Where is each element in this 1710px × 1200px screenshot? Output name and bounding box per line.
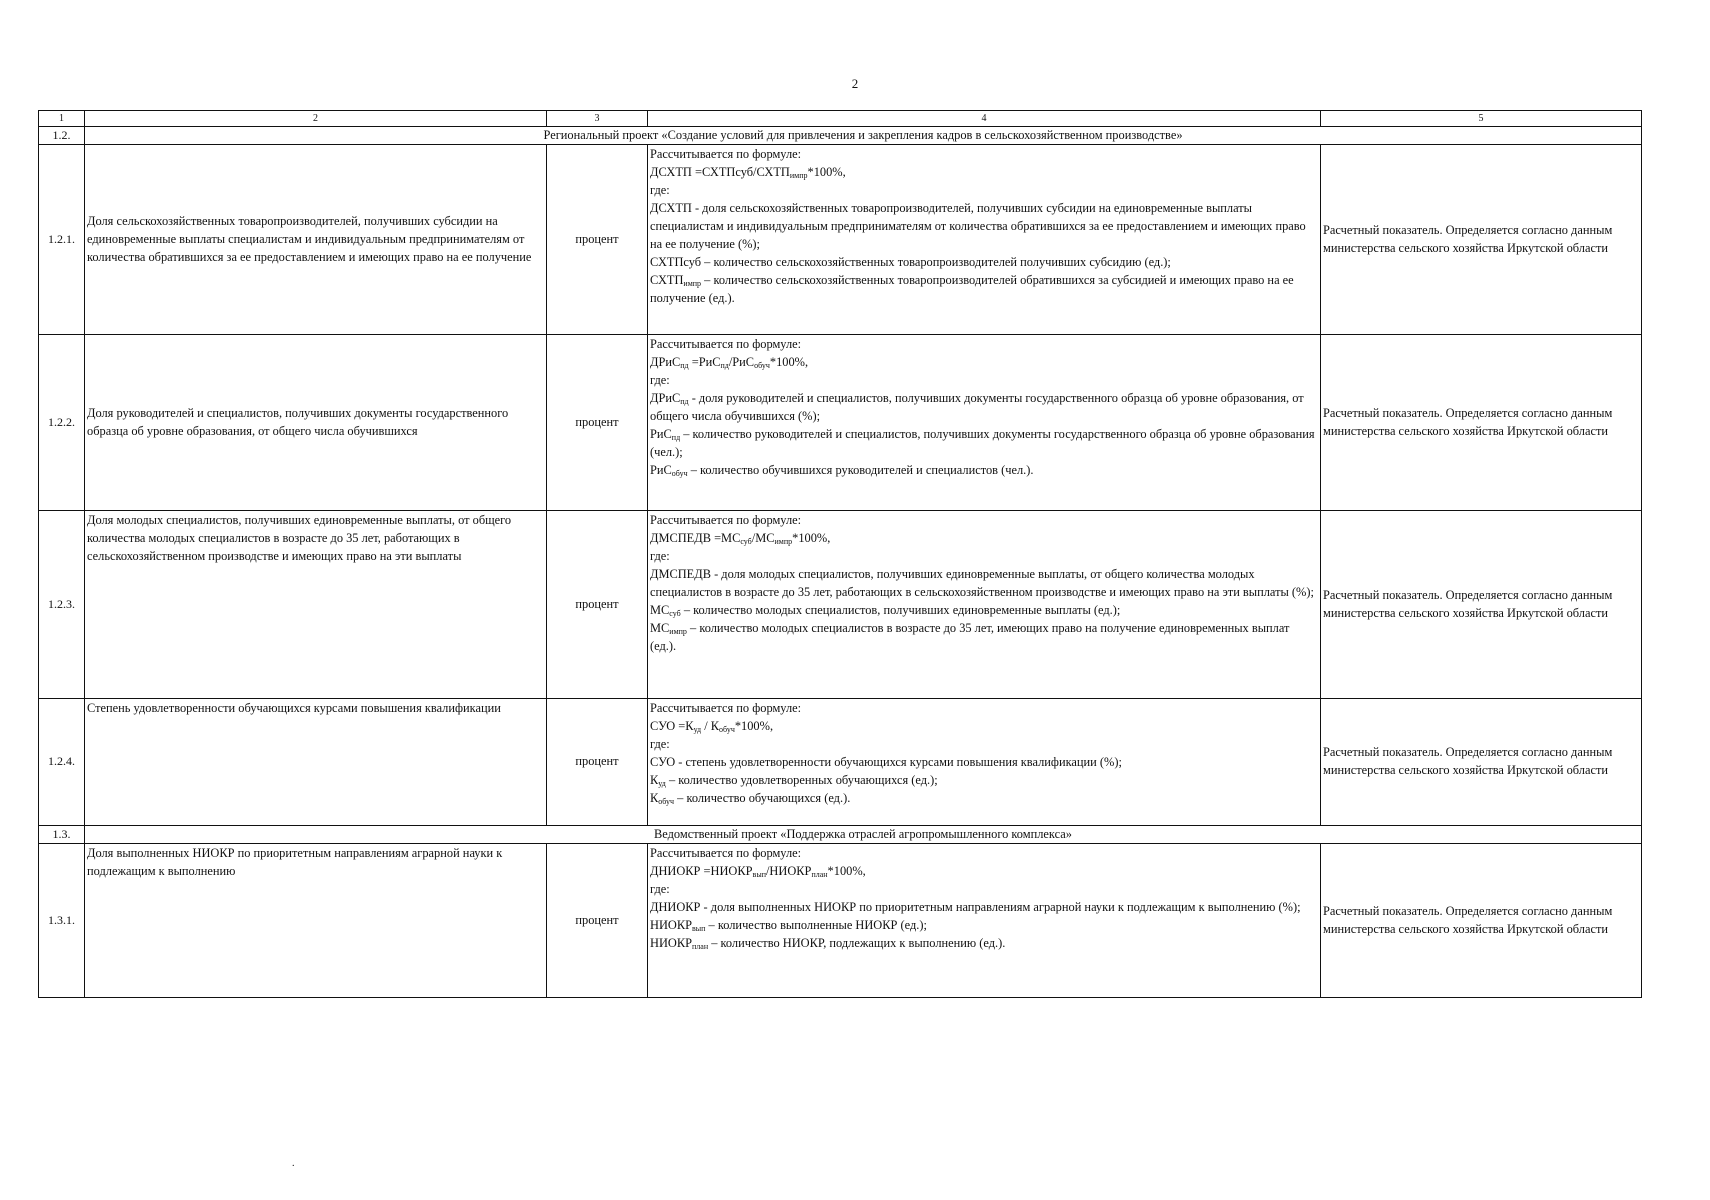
method-where: где: xyxy=(650,736,670,751)
method-definition: $МС_{суб}$ – количество молодых специалистов, получивших единовременные выплаты (ед.); xyxy=(650,602,1121,618)
row-number: 1.2.2. xyxy=(39,335,85,511)
table-row xyxy=(39,844,1642,998)
indicator-name: Доля руководителей и специалистов, получивших документы государственного образца об уровне образования, от общего числа обучившихся xyxy=(85,335,547,511)
method-definition: ДСХТП - доля сельскохозяйственных товаропроизводителей, получивших субсидии на единовременные выплаты специалистам и индивидуальным предпринимателям от количества обратившихся за ее предоставлением и имеющих право на ее получение (%); xyxy=(650,200,1306,251)
method-intro: Рассчитывается по формуле: xyxy=(650,846,802,860)
column-header-1: 1 xyxy=(39,111,85,127)
method-intro: Рассчитывается по формуле: xyxy=(650,337,802,351)
data-source: Расчетный показатель. Определяется согласно данным министерства сельского хозяйства Иркутской области xyxy=(1321,335,1642,511)
unit-of-measure: процент xyxy=(547,511,648,699)
method-where: где: xyxy=(650,372,670,387)
indicator-name: Степень удовлетворенности обучающихся курсами повышения квалификации xyxy=(85,699,547,826)
table-row xyxy=(39,511,1642,699)
indicator-name: Доля сельскохозяйственных товаропроизводителей, получивших субсидии на единовременные выплаты специалистам и индивидуальным предпринимателям от количества обратившихся за ее предоставлением и имеющих право на ее получение xyxy=(85,145,547,335)
calculation-method xyxy=(648,511,1321,699)
column-number-row xyxy=(39,111,1642,127)
method-formula: ДРиС$_{пд}$ =РиС$_{пд}$/РиС$_{обуч}$*100%, xyxy=(650,354,809,370)
method-definition: $НИОКР_{вып}$ – количество выполненные НИОКР (ед.); xyxy=(650,917,927,933)
method-formula: ДНИОКР $=НИОКР_{вып}/НИОКР_{план}*100\%$, xyxy=(650,863,866,879)
unit-of-measure: процент xyxy=(547,145,648,335)
method-definition: $СХТП_{импр}$ – количество сельскохозяйственных товаропроизводителей обратившихся за субсидией и имеющих право на ее получение (ед.). xyxy=(650,272,1294,305)
method-definition: ДМСПЕДВ - доля молодых специалистов, получивших единовременные выплаты, от общего количества молодых специалистов в возрасте до 35 лет, работающих в сельскохозяйственном производстве и имеющих право на эти выплаты (%); xyxy=(650,566,1314,599)
section-row xyxy=(39,127,1642,145)
data-source: Расчетный показатель. Определяется согласно данным министерства сельского хозяйства Иркутской области xyxy=(1321,145,1642,335)
unit-of-measure: процент xyxy=(547,699,648,826)
method-intro: Рассчитывается по формуле: xyxy=(650,147,802,161)
method-definition: ДНИОКР - доля выполненных НИОКР по приоритетным направлениям аграрной науки к подлежащим к выполнению (%); xyxy=(650,899,1301,914)
row-number: 1.2.4. xyxy=(39,699,85,826)
data-source: Расчетный показатель. Определяется согласно данным министерства сельского хозяйства Иркутской области xyxy=(1321,511,1642,699)
method-definition: РиС$_{пд}$ – количество руководителей и специалистов, получивших документы государственного образца об уровне образования (чел.); xyxy=(650,426,1315,459)
method-definition: $МС_{импр}$ – количество молодых специалистов в возрасте до 35 лет, имеющих право на получение единовременных выплат (ед.). xyxy=(650,620,1290,653)
section-title: Ведомственный проект «Поддержка отраслей агропромышленного комплекса» xyxy=(85,826,1642,844)
method-definition: $НИОКР_{план}$ – количество НИОКР, подлежащих к выполнению (ед.). xyxy=(650,935,1006,951)
method-where: где: xyxy=(650,881,670,896)
column-header-2: 2 xyxy=(85,111,547,127)
data-source: Расчетный показатель. Определяется согласно данным министерства сельского хозяйства Иркутской области xyxy=(1321,844,1642,998)
column-header-5: 5 xyxy=(1321,111,1642,127)
method-where: где: xyxy=(650,548,670,563)
page-number: 2 xyxy=(851,76,859,91)
table-row xyxy=(39,699,1642,826)
method-definition: СХТПсуб – количество сельскохозяйственных товаропроизводителей получивших субсидию (ед.); xyxy=(650,254,1171,269)
calculation-method xyxy=(648,145,1321,335)
section-title: Региональный проект «Создание условий для привлечения и закрепления кадров в сельскохозяйственном производстве» xyxy=(85,127,1642,145)
row-number: 1.3.1. xyxy=(39,844,85,998)
table-row xyxy=(39,145,1642,335)
section-row xyxy=(39,826,1642,844)
method-definition: ДРиС$_{пд}$ - доля руководителей и специалистов, получивших документы государственного образца об уровне образования, от общего числа обучившихся (%); xyxy=(650,390,1304,423)
scan-artifact-dot: . xyxy=(292,1158,295,1169)
method-definition: $К_{обуч}$ – количество обучающихся (ед.). xyxy=(650,790,851,806)
calculation-method xyxy=(648,335,1321,511)
calculation-method xyxy=(648,699,1321,826)
method-definition: РиС$_{обуч}$ – количество обучившихся руководителей и специалистов (чел.). xyxy=(650,462,1034,478)
method-definition: СУО - степень удовлетворенности обучающихся курсами повышения квалификации (%); xyxy=(650,754,1122,769)
unit-of-measure: процент xyxy=(547,844,648,998)
row-number: 1.2.3. xyxy=(39,511,85,699)
method-formula: СУО $=К_{уд} / К_{обуч}*100\%$, xyxy=(650,718,774,734)
column-header-3: 3 xyxy=(547,111,648,127)
section-number: 1.3. xyxy=(39,826,85,844)
row-number: 1.2.1. xyxy=(39,145,85,335)
unit-of-measure: процент xyxy=(547,335,648,511)
data-source: Расчетный показатель. Определяется согласно данным министерства сельского хозяйства Иркутской области xyxy=(1321,699,1642,826)
column-header-4: 4 xyxy=(648,111,1321,127)
indicator-name: Доля выполненных НИОКР по приоритетным направлениям аграрной науки к подлежащим к выполнению xyxy=(85,844,547,998)
table-row xyxy=(39,335,1642,511)
method-intro: Рассчитывается по формуле: xyxy=(650,513,802,527)
indicators-table xyxy=(38,110,1642,998)
method-where: где: xyxy=(650,182,670,197)
method-definition: $К_{уд}$ – количество удовлетворенных обучающихся (ед.); xyxy=(650,772,938,788)
method-intro: Рассчитывается по формуле: xyxy=(650,701,802,715)
section-number: 1.2. xyxy=(39,127,85,145)
method-formula: ДСХТП $=СХТПсуб/СХТП_{импр}*100\%$, xyxy=(650,164,846,180)
indicator-name: Доля молодых специалистов, получивших единовременные выплаты, от общего количества молодых специалистов в возрасте до 35 лет, работающих в сельскохозяйственном производстве и имеющих право на эти выплаты xyxy=(85,511,547,699)
method-formula: ДМСПЕДВ $=МС_{суб}/МС_{импр}*100\%$, xyxy=(650,530,831,546)
calculation-method xyxy=(648,844,1321,998)
